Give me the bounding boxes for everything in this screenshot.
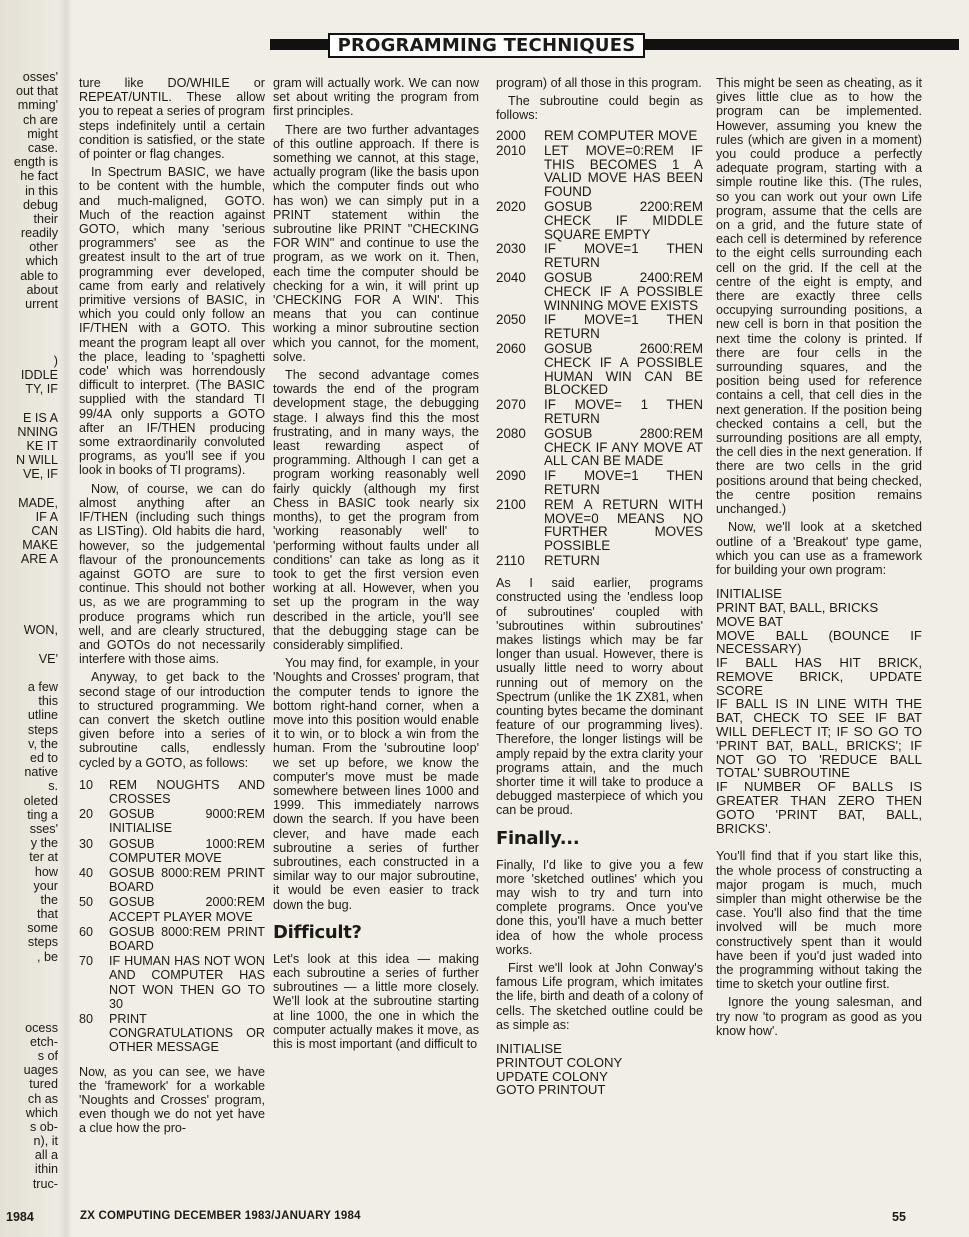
paragraph: You'll find that if you start like this, the whole process of constructing a major progam is much, much simpler than might otherwise be the case. You'll also find that the time involved will be much more constructively spent than it would have been if you'd just waded into the programming without taking the time to sketch your outline first. — [716, 849, 922, 992]
edge-fragment: that — [36, 907, 58, 922]
edge-fragment: osses' — [22, 70, 58, 84]
line-number: 2070 — [496, 397, 526, 413]
edge-fragment: a few — [27, 680, 58, 695]
line-statement: IF MOVE=1 THEN RETURN — [544, 241, 703, 271]
footer-magazine-issue: ZX COMPUTING DECEMBER 1983/JANUARY 1984 — [80, 1210, 361, 1222]
edge-fragment: s ob- — [30, 1119, 58, 1134]
line-number: 2090 — [496, 468, 526, 484]
line-statement: IF MOVE= 1 THEN RETURN — [544, 397, 703, 426]
listing-line — [79, 925, 265, 953]
edge-fragment: KE IT — [26, 438, 58, 453]
listing-line — [79, 866, 265, 894]
edge-fragment: ter at — [29, 850, 58, 865]
paragraph: As I said earlier, programs constructed using the 'endless loop of subroutines' coupled with 'subroutines within subroutines' makes listings which may be far longer than usual. However, there is usually little need to worry about running out of memory on the Spectrum (unlike the 1K ZX81, when counting bytes became the dominant feature of our programming lives). Therefore, the longer listings will be amply repaid by the extra clarity your programs attain, and the much shorter time it will take to produce a debugged masterpiece of which you can be proud. — [496, 576, 703, 818]
edge-fragment: ch are — [22, 112, 58, 127]
paragraph: ture like DO/WHILE or REPEAT/UNTIL. These allow you to repeat a series of program steps indefinitely until a certain condition is satisfied, or the state of pointer or flag changes. — [79, 76, 265, 162]
line-statement: REM A RETURN WITH MOVE=0 MEANS NO FURTHER MOVES POSSIBLE — [544, 496, 703, 554]
left-page-fragments — [0, 70, 58, 1191]
listing-line — [79, 1012, 265, 1055]
edge-fragment: VE' — [38, 651, 58, 666]
edge-fragment — [0, 567, 58, 581]
edge-fragment: sses' — [29, 821, 58, 836]
outline-step: PRINT BAT, BALL, BRICKS — [716, 599, 879, 615]
listing-line — [496, 313, 703, 341]
edge-fragment: ed to — [29, 751, 58, 765]
edge-fragment: TY, IF — [25, 382, 58, 397]
outline-step: IF BALL IS IN LINE WITH THE BAT, CHECK TO SEE IF BAT WILL DEFLECT IT; IF SO GO TO 'PRINT BAT, BALL, BRICKS'; IF NOT GO TO 'REDUCE BALL TOTAL' SUBROUTINE — [716, 696, 922, 781]
outline-step: MOVE BALL (BOUNCE IF NECESSARY) — [716, 627, 922, 657]
line-statement: REM COMPUTER MOVE — [544, 127, 698, 143]
line-statement: LET MOVE=0:REM IF THIS BECOMES 1 A VALID MOVE HAS BEEN FOUND — [544, 142, 703, 200]
listing-line — [79, 778, 265, 806]
header-rule-left — [270, 39, 328, 50]
line-statement: GOSUB 2800:REM CHECK IF ANY MOVE AT ALL CAN BE MADE — [544, 425, 703, 469]
edge-fragment: their — [33, 211, 58, 226]
edge-fragment: how — [34, 864, 58, 879]
listing-line — [496, 469, 703, 497]
paragraph: Ignore the young salesman, and try now 'to program as good as you know how'. — [716, 995, 922, 1038]
edge-fragment: MAKE — [22, 538, 58, 553]
edge-fragment — [0, 581, 58, 595]
edge-fragment: readily — [20, 226, 58, 241]
line-statement: IF MOVE=1 THEN RETURN — [544, 312, 703, 342]
outline-step: IF BALL HAS HIT BRICK, REMOVE BRICK, UPDATE SCORE — [716, 655, 922, 698]
paragraph: This might be seen as cheating, as it gives little clue as to how the program can be implemented. However, assuming you knew the rules (which are given in a moment) you could produce a perfectly adequate program, starting with a simple routine like this. (The rules, so you can work out your own Life program, assume that the cells are on a grid, and the future state of each cell is determined by reference to the eight cells surrounding each cell on the grid. If the cell at the centre of the eight is empty, and there are exactly three cells occupying surrounding positions, a new cell is born in that position the next time the colony is printed. If there are four cells in the surrounding squares, and the position being used for reference contains a cell, that cell dies in the next generation. If the position being checked contains a cell, but the surrounding positions are all empty, the cell dies in the next generation. If there are two cells in the grid positions around that being checked, the centre position remains unchanged.) — [716, 76, 922, 517]
header-rule-right — [645, 39, 959, 50]
edge-fragment: v, the — [28, 736, 58, 751]
edge-fragment: uages — [23, 1063, 58, 1078]
edge-fragment — [0, 311, 58, 325]
edge-fragment: about — [26, 282, 58, 297]
listing-line — [496, 342, 703, 397]
edge-fragment: CAN — [31, 524, 58, 538]
listing-line — [496, 554, 703, 568]
line-number: 80 — [79, 1012, 94, 1026]
line-statement: PRINT CONGRATULATIONS OR OTHER MESSAGE — [109, 1012, 265, 1055]
line-number: 2040 — [496, 269, 526, 285]
line-statement: GOSUB 2000:REM ACCEPT PLAYER MOVE — [109, 895, 265, 924]
edge-fragment: native — [24, 765, 58, 780]
line-number: 2000 — [496, 127, 526, 143]
listing-line — [496, 398, 703, 426]
paragraph: Now, we'll look at a sketched outline of a 'Breakout' type game, which you can use as a framework for building your own program: — [716, 520, 922, 577]
edge-fragment: able to — [20, 268, 58, 283]
subheading-finally: Finally... — [496, 827, 580, 849]
edge-fragment: N WILL — [16, 453, 58, 468]
edge-fragment: steps — [27, 935, 58, 950]
outline-step: INITIALISE — [716, 586, 782, 602]
edge-fragment: y the — [30, 836, 58, 851]
edge-fragment: ithin — [34, 1162, 58, 1177]
line-statement: GOSUB 2200:REM CHECK IF MIDDLE SQUARE EMPTY — [544, 199, 703, 242]
line-statement: IF MOVE=1 THEN RETURN — [544, 468, 703, 497]
edge-fragment: MADE, — [18, 495, 58, 510]
edge-fragment: steps — [27, 722, 58, 737]
listing-line — [496, 200, 703, 241]
paragraph: gram will actually work. We can now set about writing the program from first principles. — [273, 76, 479, 119]
edge-fragment — [0, 481, 58, 495]
gutter-shadow — [58, 0, 72, 1237]
edge-fragment — [0, 964, 58, 978]
outline-step: PRINTOUT COLONY — [496, 1054, 623, 1070]
listing-line — [496, 129, 703, 143]
edge-fragment: other — [29, 240, 58, 255]
line-number: 20 — [79, 807, 94, 822]
line-number: 2050 — [496, 312, 526, 328]
paragraph: program) of all those in this program. — [496, 76, 702, 90]
outline-step: UPDATE COLONY — [496, 1068, 608, 1084]
outline-step: GOTO PRINTOUT — [496, 1082, 606, 1098]
paragraph: Now, of course, we can do almost anything after an IF/THEN (including such things as LISTing). Old habits die hard, however, so the judgemental flavour of the pronouncements against GOTO are sure to continue. This should not bother us, as we are programming to produce programs which run well, and are clearly structured, and GOTOs do not necessarily interfere with those aims. — [79, 481, 265, 667]
line-statement: GOSUB 2400:REM CHECK IF A POSSIBLE WINNING MOVE EXISTS — [544, 269, 703, 313]
line-statement: GOSUB 2600:REM CHECK IF A POSSIBLE HUMAN WIN CAN BE BLOCKED — [544, 340, 703, 398]
edge-fragment: ength is — [13, 155, 58, 170]
outline-step: INITIALISE — [496, 1041, 562, 1057]
edge-fragment: which — [25, 254, 58, 269]
line-number: 70 — [79, 954, 94, 969]
edge-fragment: utline — [27, 708, 58, 723]
listing-line — [496, 427, 703, 468]
edge-fragment: all a — [34, 1148, 58, 1163]
listing-line — [79, 837, 265, 865]
edge-fragment — [0, 325, 58, 339]
paragraph: Let's look at this idea — making each subroutine a series of further subroutines — a little more closely. We'll look at the subroutine starting at line 1000, the one in which the computer actually makes it move, as this is most important (and difficult to — [273, 951, 479, 1051]
edge-fragment — [0, 638, 58, 652]
column-3 — [496, 76, 703, 1111]
edge-fragment: , be — [36, 949, 58, 964]
line-number: 2030 — [496, 241, 526, 257]
paragraph: The subroutine could begin as follows: — [496, 94, 703, 123]
edge-fragment: n), it — [33, 1134, 58, 1149]
column-2 — [273, 76, 479, 1055]
footer-edge-year: 1984 — [6, 1210, 34, 1224]
paragraph: Anyway, to get back to the second stage of our introduction to structured programming. We can convert the sketch outline given before into a series of subroutine calls, endlessly cycled by a GOTO, as follows: — [79, 670, 265, 770]
line-number: 2100 — [496, 496, 526, 512]
line-number: 30 — [79, 836, 94, 851]
line-number: 2010 — [496, 142, 526, 158]
section-header: PROGRAMMING TECHNIQUES — [328, 33, 645, 58]
edge-fragment: E IS A — [22, 410, 58, 425]
line-number: 2060 — [496, 340, 526, 356]
line-number: 10 — [79, 777, 94, 792]
edge-fragment: some — [27, 921, 58, 936]
edge-fragment: debug — [22, 197, 58, 212]
listing-line — [496, 498, 703, 553]
edge-fragment: truc- — [32, 1176, 58, 1191]
edge-fragment: which — [25, 1105, 58, 1120]
line-number: 60 — [79, 924, 94, 939]
edge-fragment: NNING — [17, 424, 58, 439]
life-outline — [496, 1042, 703, 1097]
edge-fragment — [0, 609, 58, 623]
edge-fragment: oleted — [23, 793, 58, 808]
edge-fragment — [0, 340, 58, 354]
edge-fragment: ocess — [25, 1020, 58, 1035]
edge-fragment — [0, 1006, 58, 1020]
edge-fragment — [0, 992, 58, 1006]
outline-step: IF NUMBER OF BALLS IS GREATER THAN ZERO THEN GOTO 'PRINT BAT, BALL, BRICKS'. — [716, 779, 922, 836]
paragraph: Now, as you can see, we have the 'framework' for a workable 'Noughts and Crosses' program, even though we do not yet have a clue how the pro- — [79, 1064, 265, 1136]
edge-fragment: case. — [27, 140, 58, 155]
edge-fragment: your — [33, 878, 58, 893]
edge-fragment: the — [40, 892, 58, 907]
edge-fragment — [0, 595, 58, 609]
edge-fragment: this — [38, 694, 58, 709]
listing-line — [496, 144, 703, 199]
edge-fragment: VE, IF — [23, 467, 58, 482]
listing-line — [79, 895, 265, 923]
subheading-difficult: Difficult? — [273, 921, 362, 943]
paragraph: In Spectrum BASIC, we have to be content with the humble, and much-maligned, GOTO. Much of the reaction against GOTO, which many 'serious programmers' see as the greatest insult to the art of true programming ever developed, came from early and relatively primitive versions of BASIC, in which you could only follow an IF/THEN with a GOTO. This meant the program leapt all over the place, leading to 'spaghetti code' which was horrendously difficult to interpret. (The BASIC supplied with the standard TI 99/4A only supports a GOTO after an IF/THEN producing some extraordinarily convoluted programs, as you'll see if you look in books of TI programs). — [79, 165, 265, 478]
line-number: 50 — [79, 895, 94, 910]
edge-fragment — [0, 396, 58, 410]
line-number: 2080 — [496, 425, 526, 441]
paragraph: First we'll look at John Conway's famous Life program, which imitates the life, birth and death of a colony of cells. The sketched outline could be as simple as: — [496, 961, 703, 1032]
edge-fragment: ting a — [27, 807, 58, 822]
listing-line — [79, 807, 265, 835]
edge-fragment: s. — [48, 779, 58, 794]
page-number: 55 — [892, 1210, 906, 1224]
edge-fragment: WON, — [23, 623, 58, 638]
edge-fragment: mming' — [17, 98, 58, 113]
edge-fragment: IF A — [35, 509, 58, 524]
paragraph: Finally, I'd like to give you a few more 'sketched outlines' which you may wish to try and turn into complete programs. Once you've done this, you'll have a much better idea of how the whole process works. — [496, 857, 703, 957]
edge-fragment: tured — [29, 1077, 58, 1092]
line-number: 2020 — [496, 199, 526, 214]
line-statement: IF HUMAN HAS NOT WON AND COMPUTER HAS NOT WON THEN GO TO 30 — [109, 954, 265, 1011]
edge-fragment: might — [27, 126, 58, 141]
line-statement: GOSUB 1000:REM COMPUTER MOVE — [109, 836, 265, 865]
line-number: 2110 — [496, 552, 525, 568]
paragraph: There are two further advantages of this outline approach. If there is something we cannot, at this stage, actually program (like the basis upon which the computer finds out who has won) we can simply put in a PRINT statement within the subroutine like PRINT ''CHECKING FOR WIN'' and continue to use the program, as we work on it. Then, each time the computer should be checking for a win, it will print up 'CHECKING FOR A WIN'. This means that you can continue working a minor subroutine section which you cannot, for the moment, solve. — [273, 122, 479, 364]
listing-line — [79, 954, 265, 1011]
edge-fragment: ARE A — [20, 552, 58, 567]
listing-line — [496, 271, 703, 312]
edge-fragment: ) — [53, 353, 58, 368]
line-statement: RETURN — [544, 552, 600, 568]
edge-fragment: ch as — [27, 1091, 58, 1106]
listing-line — [496, 242, 703, 270]
edge-fragment: out that — [15, 84, 58, 99]
program-listing-noughts — [79, 778, 265, 1055]
line-statement: GOSUB 8000:REM PRINT BOARD — [109, 865, 265, 895]
line-statement: GOSUB 9000:REM INITIALISE — [109, 807, 265, 836]
line-statement: GOSUB 8000:REM PRINT BOARD — [109, 924, 265, 953]
outline-step: MOVE BAT — [716, 613, 784, 629]
edge-fragment: IDDLE — [20, 367, 58, 382]
paragraph: You may find, for example, in your 'Noughts and Crosses' program, that the computer tends to ignore the bottom right-hand corner, when a move into this position would enable it to win, or to block a win from the human. From the 'subroutine loop' we set up before, we know the computer's move must be made somewhere between lines 1000 and 1999. This immediately narrows down the search. If you have been clever, and have made each subroutine a series of further subroutines, each constructed in a similar way to our major subroutine, it would be even easier to track down the bug. — [273, 656, 479, 912]
column-1 — [79, 76, 265, 1140]
program-listing-computer-move — [496, 129, 703, 569]
column-4 — [716, 76, 922, 1042]
edge-fragment: in this — [25, 183, 58, 198]
edge-fragment — [0, 666, 58, 680]
line-number: 40 — [79, 865, 94, 880]
edge-fragment: etch- — [30, 1034, 58, 1049]
breakout-outline — [716, 587, 922, 835]
paragraph: The second advantage comes towards the end of the program development stage, the debugging stage. I always find this the most frustrating, and in many ways, the least rewarding aspect of programming. Although I can get a program working reasonably well fairly quickly (although my first Chess in BASIC took nearly six months), to get the program from 'working reasonably well' to 'performing without faults under all conditions' can take as long as it took to get the first version even working at all. However, when you set up the program in the way described in the article, you'll see that the debugging stage can be considerably simplified. — [273, 368, 479, 652]
line-statement: REM NOUGHTS AND CROSSES — [109, 777, 265, 806]
edge-fragment: urrent — [25, 297, 58, 311]
edge-fragment: he fact — [20, 169, 58, 184]
edge-fragment — [0, 978, 58, 992]
edge-fragment: s of — [37, 1048, 58, 1063]
